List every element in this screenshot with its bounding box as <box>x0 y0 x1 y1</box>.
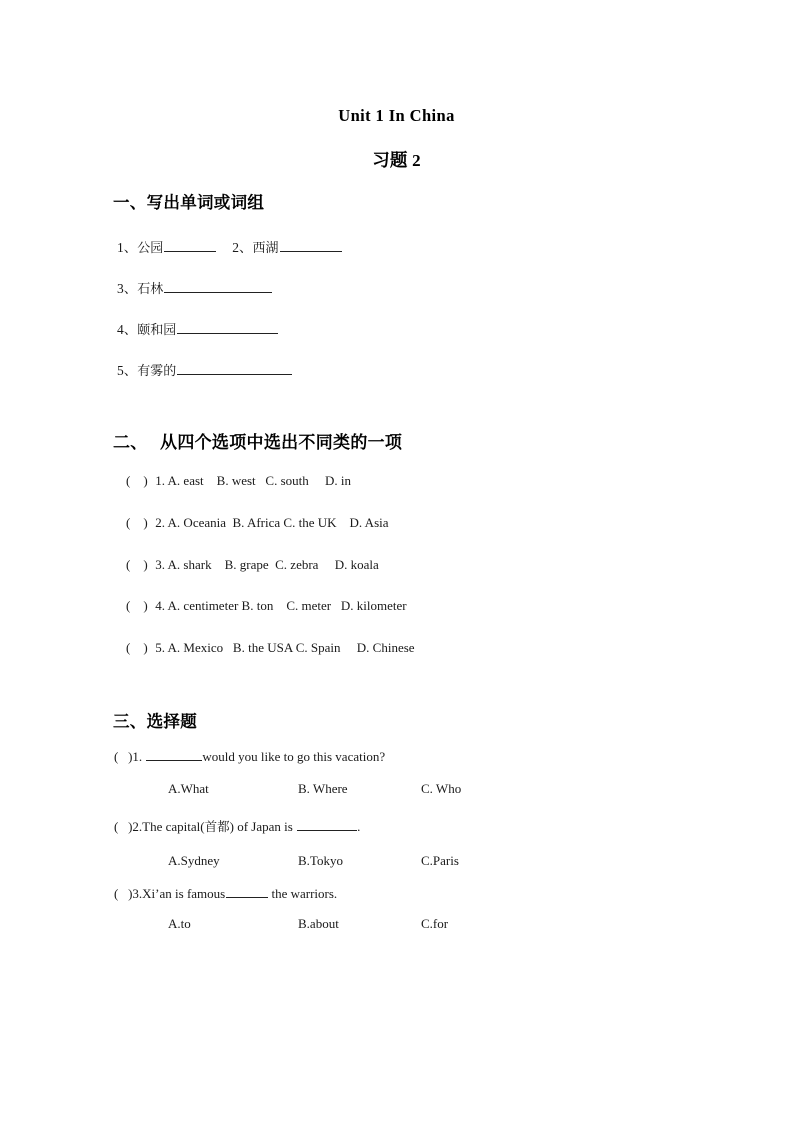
section-3-question-1-stem <box>114 749 385 765</box>
answer-blank-s3-3[interactable] <box>226 886 268 898</box>
answer-paren-s2-2[interactable]: ( ) <box>126 515 148 530</box>
option-c[interactable]: C.for <box>421 916 449 931</box>
item-number: 4. <box>155 598 165 613</box>
section-1-row-1 <box>117 236 342 256</box>
answer-paren-s2-4[interactable]: ( ) <box>126 598 148 613</box>
item-number-2: 2、 <box>232 240 253 255</box>
stem-text-after: . <box>357 819 361 834</box>
answer-paren-s2-5[interactable]: ( ) <box>126 640 148 655</box>
option-c[interactable]: C.Paris <box>421 853 459 868</box>
option-a[interactable]: A. centimeter <box>167 598 239 613</box>
item-word-1: 公园 <box>137 241 164 256</box>
option-b[interactable]: B. grape <box>224 557 269 572</box>
option-c[interactable]: C. Who <box>421 781 462 796</box>
option-b[interactable]: B. Where <box>298 781 348 796</box>
answer-blank-4[interactable] <box>177 322 278 334</box>
option-a[interactable]: A. east <box>167 473 204 488</box>
item-word-5: 有雾的 <box>137 364 177 379</box>
option-b[interactable]: B. west <box>216 473 256 488</box>
section-2-item-3 <box>126 557 379 573</box>
item-word-4: 颐和园 <box>137 323 177 338</box>
page-subtitle-number: 2 <box>412 151 421 170</box>
item-number-5: 5、 <box>117 363 138 378</box>
answer-blank-5[interactable] <box>177 363 292 375</box>
section-2-item-2 <box>126 515 389 531</box>
stem-text-before <box>142 749 145 764</box>
section-2-item-4 <box>126 598 407 614</box>
stem-text-after: the warriors. <box>268 886 338 901</box>
section-2-item-1 <box>126 473 351 489</box>
option-c[interactable]: C. south <box>265 473 309 488</box>
section-1-row-4 <box>117 359 292 379</box>
answer-blank-s3-2[interactable] <box>297 819 357 831</box>
item-number-3: 3、 <box>117 281 138 296</box>
option-b[interactable]: B. the USA <box>232 640 293 655</box>
answer-blank-1[interactable] <box>164 240 216 252</box>
option-d[interactable]: D. kilometer <box>340 598 407 613</box>
answer-paren-s2-1[interactable]: ( ) <box>126 473 148 488</box>
item-number: 3. <box>155 557 165 572</box>
option-c[interactable]: C. meter <box>286 598 332 613</box>
option-a[interactable]: A.What <box>168 781 209 796</box>
stem-text-before: Xi’an is famous <box>142 886 226 901</box>
section-3-question-2-options <box>168 853 459 869</box>
item-number: 2. <box>155 515 165 530</box>
answer-blank-s3-1[interactable] <box>146 749 202 761</box>
section-2-heading: 二、 从四个选项中选出不同类的一项 <box>113 433 403 453</box>
answer-paren-s2-3[interactable]: ( ) <box>126 557 148 572</box>
item-word-3: 石林 <box>137 282 164 297</box>
option-a[interactable]: A. Mexico <box>167 640 224 655</box>
item-number-4: 4、 <box>117 322 138 337</box>
option-c[interactable]: C. the UK <box>283 515 337 530</box>
section-1-heading: 一、写出单词或词组 <box>113 193 265 212</box>
item-number-1: 1、 <box>117 240 138 255</box>
item-number: 5. <box>155 640 165 655</box>
page-subtitle-cn: 习题 <box>372 151 408 171</box>
option-d[interactable]: D. Asia <box>349 515 389 530</box>
answer-paren-s3-1[interactable]: ( ) <box>114 749 133 764</box>
section-3-question-2-stem <box>114 817 360 835</box>
page-title: Unit 1 In China <box>338 106 455 125</box>
option-b[interactable]: B. ton <box>241 598 274 613</box>
option-b[interactable]: B. Africa <box>232 515 281 530</box>
answer-paren-s3-2[interactable]: ( ) <box>114 819 133 834</box>
item-number: 2. <box>132 819 143 834</box>
option-d[interactable]: D. Chinese <box>356 640 415 655</box>
option-a[interactable]: A. Oceania <box>167 515 227 530</box>
stem-text-before: The capital( <box>142 819 205 834</box>
answer-paren-s3-3[interactable]: ( ) <box>114 886 133 901</box>
section-1-row-2 <box>117 277 272 297</box>
answer-blank-2[interactable] <box>280 240 342 252</box>
option-d[interactable]: D. koala <box>334 557 379 572</box>
item-number: 3. <box>132 886 143 901</box>
answer-blank-3[interactable] <box>164 281 272 293</box>
section-3-heading: 三、选择题 <box>113 712 197 731</box>
item-word-2: 西湖 <box>252 241 279 256</box>
stem-text-after: would you like to go this vacation? <box>202 749 386 764</box>
option-a[interactable]: A.to <box>168 916 191 931</box>
option-c[interactable]: C. Spain <box>295 640 341 655</box>
section-2-item-5 <box>126 640 415 656</box>
section-1-row-3 <box>117 318 278 338</box>
stem-gloss-cn: 首都 <box>204 819 230 834</box>
option-b[interactable]: B.Tokyo <box>298 853 343 868</box>
stem-text-mid: ) of Japan is <box>229 819 297 834</box>
option-d[interactable]: D. in <box>325 473 351 488</box>
item-number: 1. <box>155 473 165 488</box>
option-a[interactable]: A. shark <box>167 557 212 572</box>
section-3-question-3-stem <box>114 886 337 902</box>
section-3-question-3-options <box>168 916 448 932</box>
page-subtitle <box>0 147 793 172</box>
option-c[interactable]: C. zebra <box>275 557 319 572</box>
option-a[interactable]: A.Sydney <box>168 853 220 868</box>
item-number: 1. <box>132 749 143 764</box>
option-b[interactable]: B.about <box>298 916 339 931</box>
section-3-question-1-options <box>168 781 461 797</box>
